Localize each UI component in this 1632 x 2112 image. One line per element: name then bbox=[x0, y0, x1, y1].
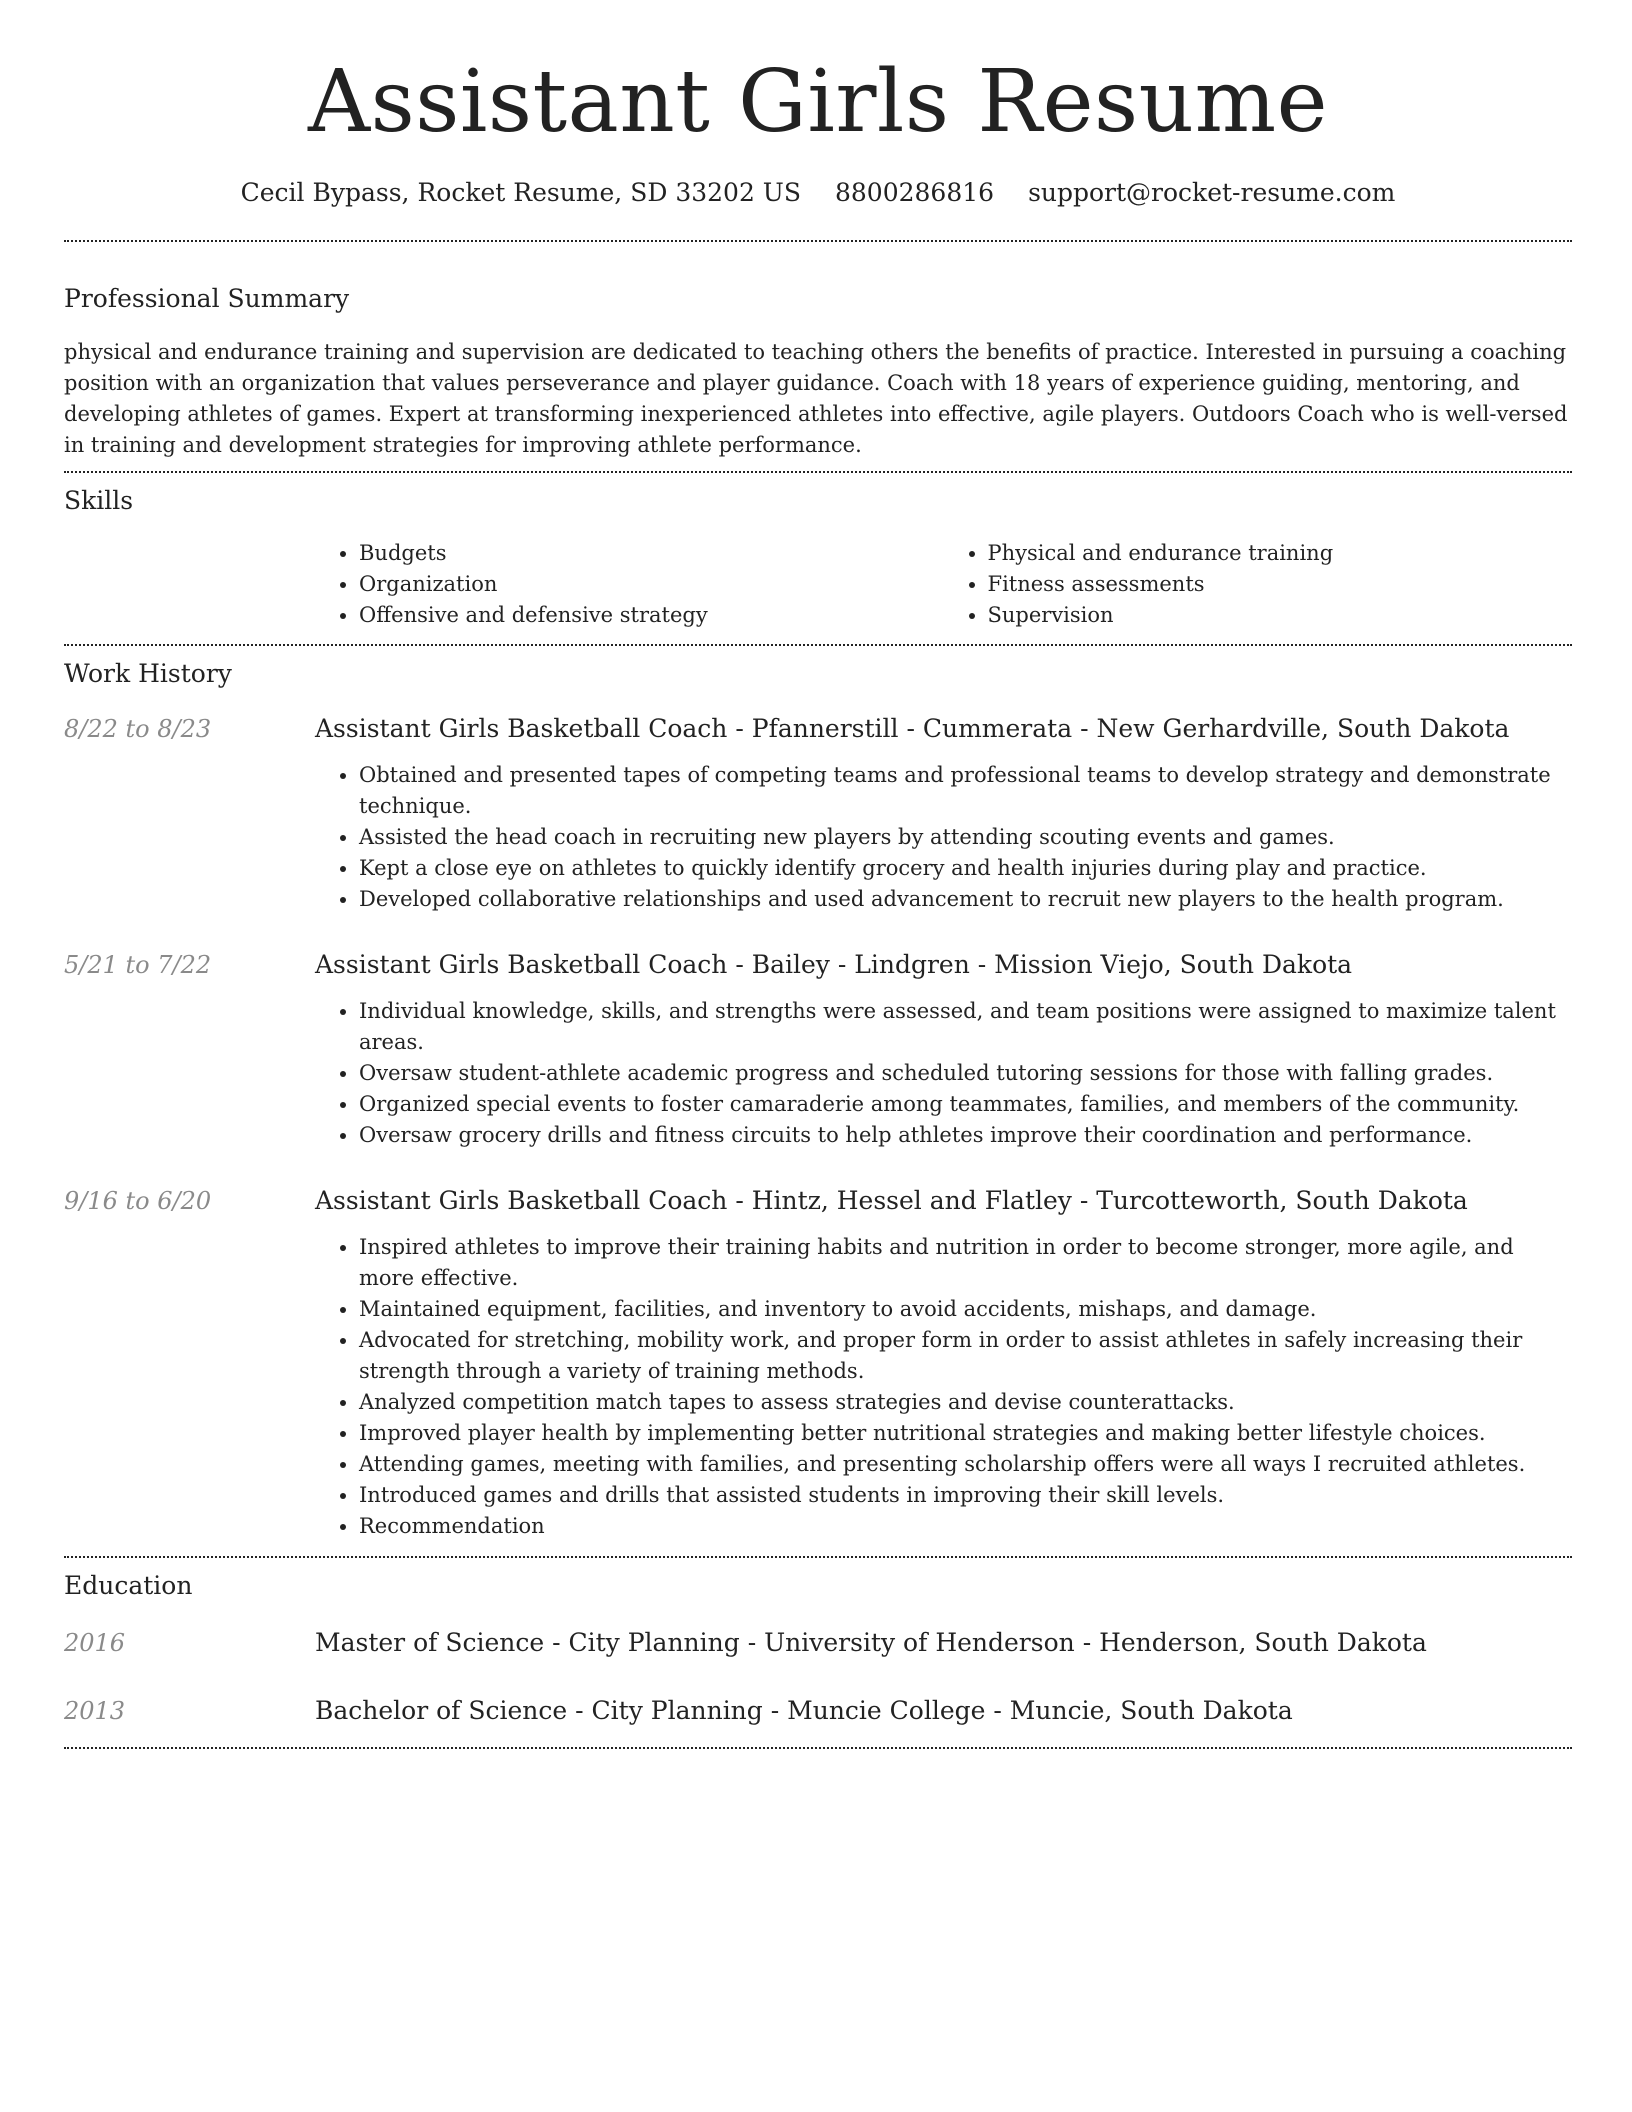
job-bullet: • Kept a close eye on athletes to quickly identify grocery and health injuries during play and practice. bbox=[359, 853, 1572, 884]
job-bullet: • Assisted the head coach in recruiting new players by attending scouting events and games. bbox=[359, 822, 1572, 853]
job-title: Assistant Girls Basketball Coach - Pfannerstill - Cummerata - New Gerhardville, South Dakota bbox=[315, 714, 1510, 743]
job-entry-header bbox=[64, 948, 1572, 982]
education-section bbox=[64, 1569, 1572, 1728]
job-entry-header bbox=[64, 1184, 1572, 1218]
skill-item: • Supervision bbox=[988, 600, 1573, 631]
education-entry bbox=[64, 1626, 1572, 1660]
summary-heading: Professional Summary bbox=[64, 284, 350, 313]
divider bbox=[64, 1747, 1572, 1749]
resume-page bbox=[64, 0, 1572, 1749]
skills-heading: Skills bbox=[64, 486, 134, 515]
skill-item: • Budgets bbox=[359, 538, 944, 569]
divider bbox=[64, 1556, 1572, 1558]
job-bullet: • Advocated for stretching, mobility work, and proper form in order to assist athletes in safely increasing their strength through a variety of training methods. bbox=[359, 1325, 1572, 1387]
work-history-section bbox=[64, 657, 1572, 1542]
divider bbox=[64, 471, 1572, 473]
contact-phone: 8800286816 bbox=[835, 178, 995, 207]
resume-header bbox=[64, 0, 1572, 210]
summary-section bbox=[64, 282, 1572, 461]
skills-column-right bbox=[944, 538, 1573, 631]
skills-column-left bbox=[315, 538, 944, 631]
job-entry bbox=[64, 948, 1572, 1151]
education-entry bbox=[64, 1694, 1572, 1728]
job-bullet: • Introduced games and drills that assisted students in improving their skill levels. bbox=[359, 1480, 1572, 1511]
contact-info bbox=[64, 176, 1572, 210]
job-bullet: • Maintained equipment, facilities, and inventory to avoid accidents, mishaps, and damage. bbox=[359, 1294, 1572, 1325]
education-title: Master of Science - City Planning - University of Henderson - Henderson, South Dakota bbox=[315, 1628, 1427, 1657]
skills-section bbox=[64, 484, 1572, 631]
work-history-heading: Work History bbox=[64, 659, 232, 688]
resume-title: Assistant Girls Resume bbox=[307, 52, 1329, 152]
job-bullets bbox=[315, 996, 1572, 1151]
skill-item: • Fitness assessments bbox=[988, 569, 1573, 600]
job-bullet: • Attending games, meeting with families, and presenting scholarship offers were all ways I recruited athletes. bbox=[359, 1449, 1572, 1480]
education-heading: Education bbox=[64, 1571, 193, 1600]
job-bullet: • Individual knowledge, skills, and strengths were assessed, and team positions were assigned to maximize talent areas. bbox=[359, 996, 1572, 1058]
skill-item: • Organization bbox=[359, 569, 944, 600]
contact-email: support@rocket-resume.com bbox=[1028, 178, 1396, 207]
job-bullet: • Inspired athletes to improve their training habits and nutrition in order to become stronger, more agile, and more effective. bbox=[359, 1232, 1572, 1294]
job-entry bbox=[64, 712, 1572, 915]
job-bullet: • Oversaw grocery drills and fitness circuits to help athletes improve their coordination and performance. bbox=[359, 1120, 1572, 1151]
job-bullet: • Oversaw student-athlete academic progress and scheduled tutoring sessions for those with falling grades. bbox=[359, 1058, 1572, 1089]
job-bullets bbox=[315, 760, 1572, 915]
job-bullet: • Recommendation bbox=[359, 1511, 1572, 1542]
divider bbox=[64, 240, 1572, 242]
skills-list bbox=[315, 538, 1572, 631]
education-date: 2016 bbox=[64, 1629, 126, 1657]
job-date: 9/16 to 6/20 bbox=[64, 1187, 212, 1215]
education-title: Bachelor of Science - City Planning - Muncie College - Muncie, South Dakota bbox=[315, 1696, 1293, 1725]
job-date: 8/22 to 8/23 bbox=[64, 715, 212, 743]
job-bullet: • Obtained and presented tapes of competing teams and professional teams to develop strategy and demonstrate technique. bbox=[359, 760, 1572, 822]
job-bullet: • Improved player health by implementing better nutritional strategies and making better lifestyle choices. bbox=[359, 1418, 1572, 1449]
job-bullet: • Organized special events to foster camaraderie among teammates, families, and members of the community. bbox=[359, 1089, 1572, 1120]
job-date: 5/21 to 7/22 bbox=[64, 951, 212, 979]
contact-address: Cecil Bypass, Rocket Resume, SD 33202 US bbox=[240, 178, 801, 207]
summary-text: physical and endurance training and supervision are dedicated to teaching others the benefits of practice. Interested in pursuing a coaching position with an organization that values perseverance and player guidance. Coach with 18 years of experience guiding, mentoring, and developing athletes of games. Expert at transforming inexperienced athletes into effective, agile players. Outdoors Coach who is well-versed in training and development strategies for improving athlete performance. bbox=[64, 340, 1568, 457]
job-entry bbox=[64, 1184, 1572, 1542]
job-title: Assistant Girls Basketball Coach - Hintz, Hessel and Flatley - Turcotteworth, South Dakota bbox=[315, 1186, 1468, 1215]
job-bullet: • Analyzed competition match tapes to assess strategies and devise counterattacks. bbox=[359, 1387, 1572, 1418]
job-title: Assistant Girls Basketball Coach - Bailey - Lindgren - Mission Viejo, South Dakota bbox=[315, 950, 1353, 979]
job-bullets bbox=[315, 1232, 1572, 1542]
skill-item: • Physical and endurance training bbox=[988, 538, 1573, 569]
divider bbox=[64, 644, 1572, 646]
education-date: 2013 bbox=[64, 1697, 126, 1725]
skill-item: • Offensive and defensive strategy bbox=[359, 600, 944, 631]
job-entry-header bbox=[64, 712, 1572, 746]
job-bullet: • Developed collaborative relationships and used advancement to recruit new players to the health program. bbox=[359, 884, 1572, 915]
